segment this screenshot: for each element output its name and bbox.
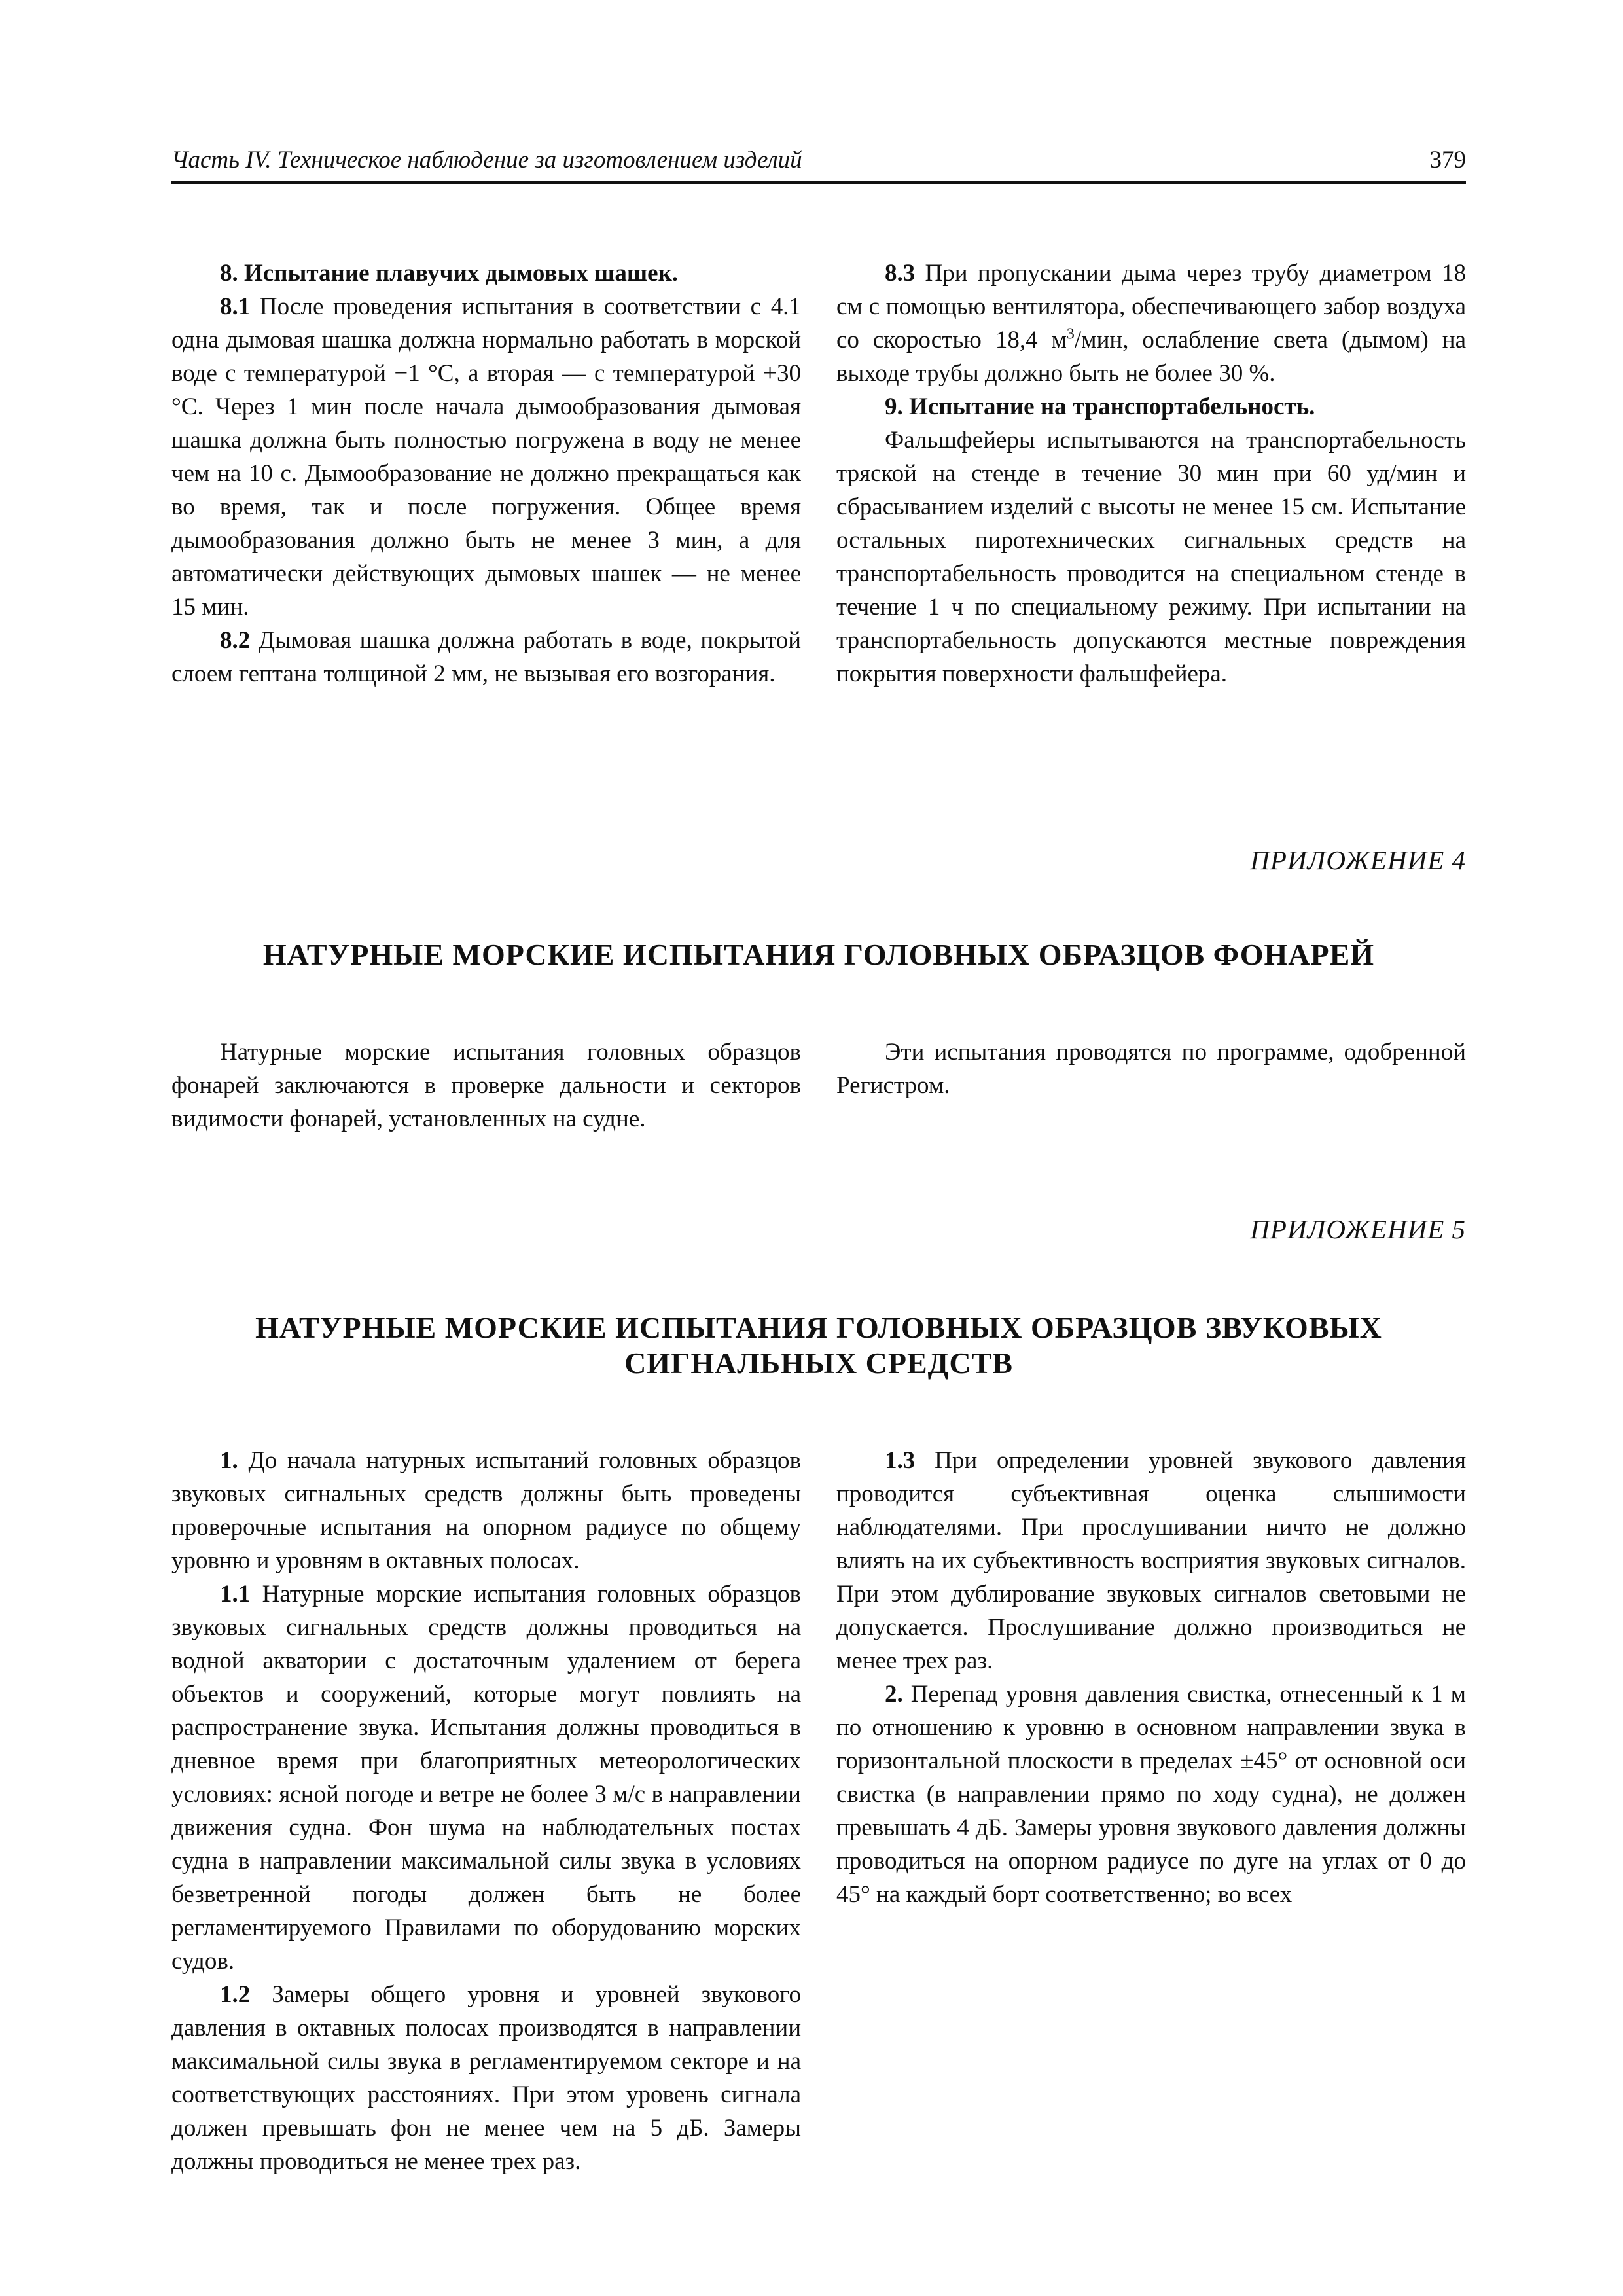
appendix-5-title-line1: НАТУРНЫЕ МОРСКИЕ ИСПЫТАНИЯ ГОЛОВНЫХ ОБРАЗЦОВ ЗВУКОВЫХ — [255, 1311, 1382, 1344]
appendix-5-label: ПРИЛОЖЕНИЕ 5 — [1250, 1214, 1466, 1244]
section8-left-column — [171, 257, 801, 691]
paragraph-text: При определении уровней звукового давления проводится субъективная оценка слышимости наблюдателями. При прослушивании ничто не должно влиять на их субъективность восприятия звуковых сигналов. При этом дублирование звуковых сигналов световыми не допускается. Прослушивание должно производиться не менее трех раз. — [836, 1447, 1467, 1674]
paragraph-number: 1.2 — [220, 1981, 251, 2008]
paragraph-1-3 — [836, 1444, 1466, 1677]
appendix4-paragraph-right: Эти испытания проводятся по программе, одобренной Регистром. — [836, 1039, 1466, 1099]
paragraph-9: Фальшфейеры испытываются на транспортабельность тряской на стенде в течение 30 мин при 60 уд/мин и сбрасыванием изделий с высоты не менее 15 см. Испытание остальных пиротехнических сигнальных средств на транспортабельность проводится на специальном стенде в течение 1 ч по специальному режиму. При испытании на транспортабельность допускаются местные повреждения покрытия поверхности фальшфейера. — [836, 427, 1466, 687]
paragraph-2 — [836, 1677, 1466, 1911]
section8-right-column — [836, 257, 1466, 691]
paragraph-number: 8.1 — [220, 293, 251, 320]
running-header — [171, 144, 1466, 184]
paragraph-number: 1. — [220, 1447, 238, 1474]
appendix5-right-column — [836, 1444, 1466, 1911]
appendix5-left-column — [171, 1444, 801, 2178]
appendix4-right-column — [836, 1035, 1466, 1102]
appendix4-paragraph-left: Натурные морские испытания головных образцов фонарей заключаются в проверке дальности и секторов видимости фонарей, установленных на судне. — [171, 1039, 801, 1132]
paragraph-text: Дымовая шашка должна работать в воде, покрытой слоем гептана толщиной 2 мм, не вызывая его возгорания. — [171, 627, 802, 687]
paragraph-text: После проведения испытания в соответствии с 4.1 одна дымовая шашка должна нормально работать в морской воде с температурой −1 °С, а вторая — с температурой +30 °С. Через 1 мин после начала дымообразования дымовая шашка должна быть полностью погружена в воду не менее чем на 10 с. Дымообразование не должно прекращаться как во время, так и после погружения. Общее время дымообразования должно быть не менее 3 мин, а для автоматически действующих дымовых шашек — не менее 15 мин. — [171, 293, 802, 620]
paragraph-8-1 — [171, 290, 801, 624]
section9-heading: 9. Испытание на транспортабельность. — [885, 393, 1315, 420]
paragraph-text: /мин, ослабление света (дымом) на выходе трубы должно быть не более 30 %. — [836, 327, 1466, 387]
header-title: Часть IV. Техническое наблюдение за изготовлением изделий — [171, 147, 802, 173]
paragraph-number: 1.1 — [220, 1581, 251, 1607]
paragraph-1-1 — [171, 1577, 801, 1978]
section8-heading: 8. Испытание плавучих дымовых шашек. — [220, 260, 679, 287]
paragraph-1-2 — [171, 1978, 801, 2178]
paragraph-number: 8.2 — [220, 627, 251, 654]
paragraph-number: 8.3 — [885, 260, 916, 287]
paragraph-text: Натурные морские испытания головных образцов звуковых сигнальных средств должны проводиться на водной акватории с достаточным удалением от берега объектов и сооружений, которые могут повлиять на распространение звука. Испытания должны проводиться в дневное время при благоприятных метеорологических условиях: ясной погоде и ветре не более 3 м/с в направлении движения судна. Фон шума на наблюдательных постах судна в направлении максимальной силы звука в условиях безветренной погоды должен быть не более регламентируемого Правилами по оборудованию морских судов. — [171, 1581, 801, 1975]
appendix-4-label: ПРИЛОЖЕНИЕ 4 — [1250, 845, 1466, 875]
paragraph-8-2 — [171, 624, 801, 691]
appendix-5-title — [171, 1310, 1466, 1381]
paragraph-1 — [171, 1444, 801, 1577]
paragraph-text: При пропускании дыма через трубу диаметром 18 см с помощью вентилятора, обеспечивающего забор воздуха со скоростью 18,4 м — [836, 260, 1467, 353]
appendix-5-title-line2: СИГНАЛЬНЫХ СРЕДСТВ — [624, 1346, 1013, 1380]
paragraph-text: Замеры общего уровня и уровней звукового давления в октавных полосах производятся в направлении максимальной силы звука в регламентируемом секторе и на соответствующих расстояниях. При этом уровень сигнала должен превышать фон не менее чем на 5 дБ. Замеры должны проводиться не менее трех раз. — [171, 1981, 801, 2175]
page-number: 379 — [1429, 147, 1466, 173]
paragraph-number: 2. — [885, 1681, 903, 1708]
paragraph-text: Перепад уровня давления свистка, отнесенный к 1 м по отношению к уровню в основном направлении звука в горизонтальной плоскости в пределах ±45° от основной оси свистка (в направлении прямо по ходу судна), не должен превышать 4 дБ. Замеры уровня звукового давления должны проводиться на опорном радиусе по дуге на углах от 0 до 45° на каждый борт соответственно; во всех — [836, 1681, 1466, 1908]
paragraph-8-3 — [836, 257, 1466, 390]
superscript: 3 — [1066, 325, 1075, 343]
appendix-4-title: НАТУРНЫЕ МОРСКИЕ ИСПЫТАНИЯ ГОЛОВНЫХ ОБРАЗЦОВ ФОНАРЕЙ — [262, 938, 1375, 971]
paragraph-text: До начала натурных испытаний головных образцов звуковых сигнальных средств должны быть проведены проверочные испытания на опорном радиусе по общему уровню и уровням в октавных полосах. — [171, 1447, 801, 1574]
paragraph-number: 1.3 — [885, 1447, 916, 1474]
appendix4-left-column — [171, 1035, 801, 1136]
